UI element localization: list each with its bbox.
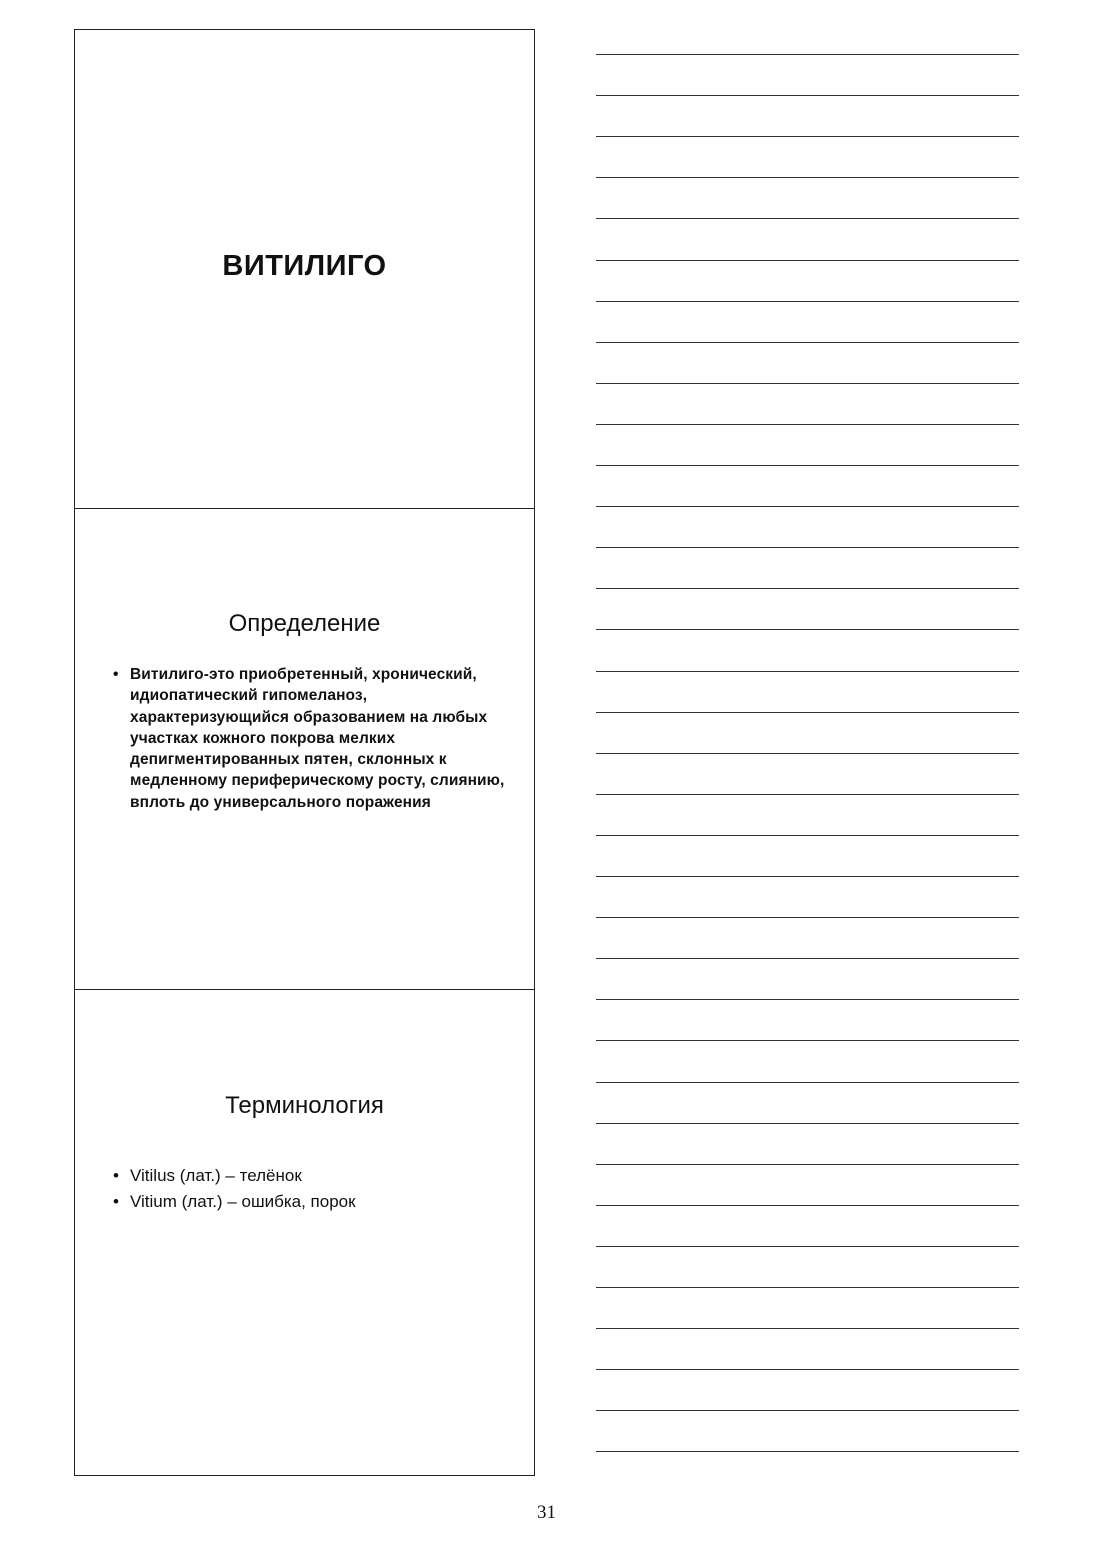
terminology-text: Vitium (лат.) – ошибка, порок — [130, 1192, 356, 1211]
note-line — [596, 136, 1019, 137]
note-line — [596, 54, 1019, 55]
note-line — [596, 177, 1019, 178]
note-line — [596, 588, 1019, 589]
note-line — [596, 1205, 1019, 1206]
note-line — [596, 835, 1019, 836]
note-line — [596, 218, 1019, 219]
title-slide — [75, 30, 534, 509]
note-line — [596, 1287, 1019, 1288]
note-line — [596, 794, 1019, 795]
note-line — [596, 1246, 1019, 1247]
note-line — [596, 1040, 1019, 1041]
terminology-bullet — [111, 1163, 506, 1189]
note-line — [596, 1123, 1019, 1124]
note-line — [596, 917, 1019, 918]
bullet-icon: • — [113, 666, 119, 683]
note-line — [596, 753, 1019, 754]
definition-slide — [75, 509, 534, 990]
note-line — [596, 671, 1019, 672]
note-line — [596, 999, 1019, 1000]
page-number: 31 — [537, 1502, 556, 1523]
note-line — [596, 1451, 1019, 1452]
terminology-bullet — [111, 1189, 506, 1215]
note-line — [596, 876, 1019, 877]
note-line — [596, 260, 1019, 261]
terminology-heading: Терминология — [225, 1092, 384, 1119]
slide-title: ВИТИЛИГО — [222, 250, 387, 282]
note-line — [596, 629, 1019, 630]
terminology-slide — [75, 990, 534, 1475]
note-line — [596, 547, 1019, 548]
note-line — [596, 1082, 1019, 1083]
bullet-icon: • — [113, 1192, 119, 1211]
note-line — [596, 1410, 1019, 1411]
note-line — [596, 1369, 1019, 1370]
note-line — [596, 506, 1019, 507]
note-line — [596, 1328, 1019, 1329]
note-line — [596, 712, 1019, 713]
note-line — [596, 465, 1019, 466]
note-line — [596, 958, 1019, 959]
terminology-list — [111, 1163, 506, 1215]
terminology-text: Vitilus (лат.) – телёнок — [130, 1166, 302, 1185]
definition-heading: Определение — [228, 610, 381, 637]
note-line — [596, 383, 1019, 384]
note-line — [596, 424, 1019, 425]
note-line — [596, 95, 1019, 96]
definition-bullet — [111, 664, 506, 813]
definition-list — [111, 664, 506, 813]
definition-text: Витилиго-это приобретенный, хронический, идиопатический гипомеланоз, характеризующийся образованием на любых участках кожного покрова мелких депигментированных пятен, склонных к медленному периферическому росту, слиянию, вплоть до универсального поражения — [130, 666, 505, 811]
slides-column — [74, 29, 535, 1476]
bullet-icon: • — [113, 1166, 119, 1185]
note-line — [596, 342, 1019, 343]
note-line — [596, 301, 1019, 302]
note-line — [596, 1164, 1019, 1165]
